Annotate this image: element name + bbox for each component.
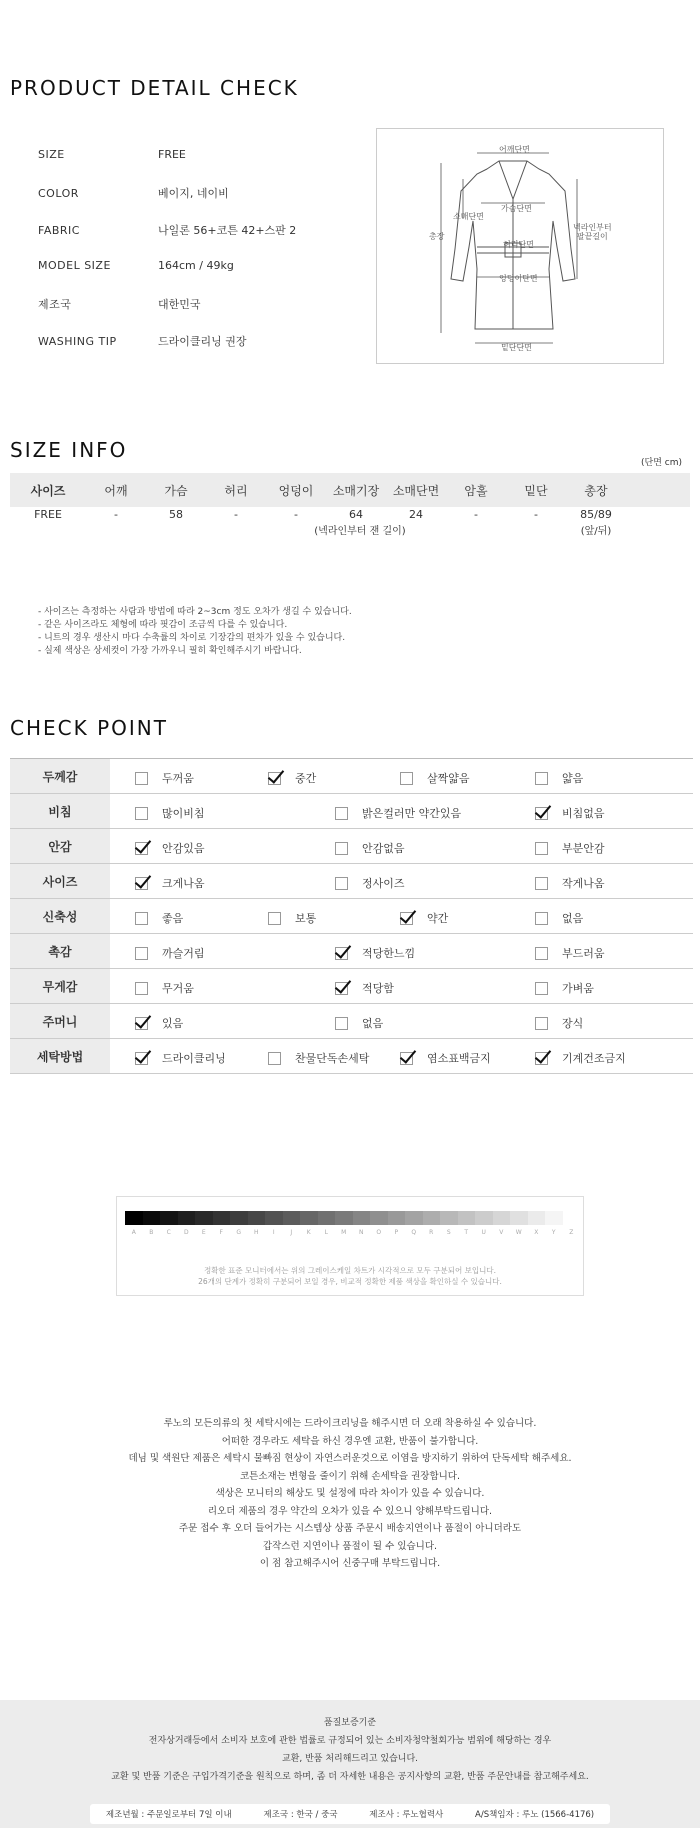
label-length: 총장	[429, 232, 445, 241]
gray-swatch	[230, 1211, 248, 1225]
checkbox-icon	[135, 947, 148, 960]
checkbox-icon	[335, 1017, 348, 1030]
gray-letter: R	[429, 1229, 434, 1236]
gray-letter: J	[290, 1229, 293, 1236]
check-row-lining: 안감	[10, 829, 693, 864]
detail-row-model-size: MODEL SIZE 164cm / 49kg	[38, 259, 234, 272]
check-option-label: 두꺼움	[162, 772, 194, 785]
detail-row-washing: WASHING TIP 드라이클리닝 권장	[38, 335, 247, 348]
checkbox-icon	[135, 982, 148, 995]
checked-checkbox-icon	[135, 842, 148, 855]
gray-letter: I	[272, 1229, 275, 1236]
gray-swatch	[248, 1211, 266, 1225]
check-row-texture: 촉감	[10, 934, 693, 969]
check-option	[268, 910, 316, 926]
gray-swatch	[510, 1211, 528, 1225]
check-option	[335, 1015, 383, 1031]
checked-checkbox-icon	[135, 1017, 148, 1030]
header-size: 사이즈	[30, 483, 66, 498]
gray-letter: F	[219, 1229, 223, 1236]
check-option	[135, 805, 205, 821]
check-option-label: 밝은컬러만 약간있음	[362, 807, 462, 820]
grayscale-bar	[125, 1211, 580, 1225]
gray-swatch	[125, 1211, 143, 1225]
check-row-fit: 사이즈	[10, 864, 693, 899]
gray-swatch	[440, 1211, 458, 1225]
footer-heading: 품질보증기준	[323, 1718, 377, 1728]
gray-swatch	[195, 1211, 213, 1225]
check-option	[535, 945, 605, 961]
gray-letter: T	[464, 1229, 469, 1236]
check-row-weight: 무게감	[10, 969, 693, 1004]
check-option-label: 장식	[562, 1017, 584, 1030]
header-waist: 허리	[224, 483, 248, 498]
gray-letter: Q	[411, 1229, 417, 1236]
detail-row-fabric: FABRIC 나일론 56+코튼 42+스판 2	[38, 224, 297, 237]
check-option	[268, 1050, 369, 1066]
checked-checkbox-icon	[268, 772, 281, 785]
gray-letter: U	[481, 1229, 486, 1236]
check-option	[535, 770, 583, 786]
check-option	[535, 980, 594, 996]
measurement-diagram	[376, 128, 664, 364]
grayscale-note: 정확한 표준 모니터에서는 위의 그레이스케일 차트가 시각적으로 모두 구분되어 보입니다. 26개의 단계가 정확히 구분되어 보일 경우, 비교적 정확한 제품 색상을 확인하실 수 있습니다.	[198, 1266, 502, 1286]
check-option-label: 가벼움	[562, 982, 594, 995]
header-sleeve-width: 소매단면	[392, 483, 440, 498]
checked-checkbox-icon	[535, 807, 548, 820]
cell-chest: 58	[169, 508, 183, 521]
checked-checkbox-icon	[335, 982, 348, 995]
gray-letter: X	[534, 1229, 539, 1236]
check-option	[335, 945, 415, 961]
gray-swatch	[160, 1211, 178, 1225]
manufacture-info	[90, 1804, 610, 1824]
manufacture-date: 제조년월 : 주문일로부터 7일 이내	[105, 1810, 232, 1820]
header-hip: 엉덩이	[278, 483, 314, 498]
check-option-label: 염소표백금지	[427, 1052, 491, 1065]
cell-sleeve-length: 64 (넥라인부터 잰 길이)	[326, 508, 386, 537]
gray-letter: V	[499, 1229, 504, 1236]
gray-swatch	[353, 1211, 371, 1225]
checked-checkbox-icon	[335, 947, 348, 960]
gray-swatch	[475, 1211, 493, 1225]
cell-hip: -	[294, 508, 298, 521]
checked-checkbox-icon	[400, 912, 413, 925]
checkbox-icon	[400, 772, 413, 785]
gray-swatch	[335, 1211, 353, 1225]
check-option-label: 많이비침	[162, 807, 205, 820]
check-option	[135, 980, 194, 996]
check-row-sheerness: 비침	[10, 794, 693, 829]
gray-letter: W	[515, 1229, 522, 1236]
check-option	[135, 945, 205, 961]
check-option-label: 찬물단독손세탁	[295, 1052, 370, 1065]
quality-footer: 품질보증기준 전자상거래등에서 소비자 보호에 관한 법률로 규정되어 있는 소비자청약철회가능 범위에 해당하는 경우 교환, 반품 처리해드리고 있습니다. 교환 및 반품 기준은 구입가격기준을 원칙으로 하며, 좀 더 자세한 내용은 공지사항의 교환, 반품 주문안내를 참고해주세요. 제조년월 : 주문일로부터 7일 이내 제조국 : 한국 / 중국 제조사 : 루노협력사 A/S책임자 : 루노 (1566-4176)	[0, 1700, 700, 1828]
gray-letter: A	[131, 1229, 136, 1236]
manufacturer: 제조사 : 루노협력사	[369, 1810, 444, 1820]
header-sleeve-length: 소매기장	[332, 483, 380, 498]
label-hem: 밑단단면	[501, 343, 532, 352]
checkbox-icon	[535, 842, 548, 855]
label-sleeve: 소매단면	[453, 212, 484, 221]
checkbox-icon	[535, 877, 548, 890]
check-option	[135, 770, 194, 786]
label-shoulder: 어깨단면	[499, 145, 530, 154]
checkbox-icon	[135, 912, 148, 925]
checked-checkbox-icon	[135, 877, 148, 890]
gray-swatch	[143, 1211, 161, 1225]
check-row-washing: 세탁방법	[10, 1039, 693, 1074]
gray-letter: Z	[569, 1229, 574, 1236]
check-option-label: 크게나옴	[162, 877, 205, 890]
gray-letter: E	[201, 1229, 206, 1236]
checkbox-icon	[535, 947, 548, 960]
check-option	[135, 1015, 183, 1031]
grayscale-chart	[116, 1196, 584, 1296]
manufacture-country: 제조국 : 한국 / 중국	[263, 1810, 338, 1820]
check-option-label: 없음	[562, 912, 584, 925]
label-chest: 가슴단면	[501, 204, 532, 213]
check-option	[335, 875, 405, 891]
check-option	[535, 1050, 626, 1066]
checked-checkbox-icon	[535, 1052, 548, 1065]
checkbox-icon	[335, 877, 348, 890]
detail-row-color: COLOR 베이지, 네이비	[38, 187, 229, 200]
gray-swatch	[178, 1211, 196, 1225]
checkbox-icon	[335, 842, 348, 855]
check-option-label: 정사이즈	[362, 877, 405, 890]
checkbox-icon	[535, 1017, 548, 1030]
gray-swatch	[318, 1211, 336, 1225]
check-option-label: 까슬거림	[162, 947, 205, 960]
gray-letter: N	[359, 1229, 364, 1236]
gray-letter: B	[149, 1229, 154, 1236]
check-option	[135, 875, 205, 891]
gray-letter: M	[341, 1229, 347, 1236]
check-option-label: 있음	[162, 1017, 184, 1030]
check-option	[400, 1050, 491, 1066]
check-option	[535, 840, 605, 856]
checkbox-icon	[535, 912, 548, 925]
gray-letter: Y	[551, 1229, 556, 1236]
check-option-label: 보통	[295, 912, 317, 925]
check-option	[535, 1015, 583, 1031]
note-item: - 니트의 경우 생산시 마다 수축률의 차이로 기장감의 편차가 있을 수 있습니다.	[38, 633, 346, 643]
check-option	[335, 980, 394, 996]
check-option	[535, 910, 583, 926]
header-chest: 가슴	[164, 483, 188, 498]
note-item: - 실제 색상은 상세컷이 가장 가까우니 필히 확인해주시기 바랍니다.	[38, 646, 302, 656]
gray-letter: D	[183, 1229, 189, 1236]
check-option	[400, 910, 448, 926]
gray-swatch	[528, 1211, 546, 1225]
header-hem: 밑단	[524, 483, 548, 498]
sleeve-length-note: (넥라인부터 잰 길이)	[314, 526, 406, 537]
total-length-note: (앞/뒤)	[580, 526, 612, 537]
check-point-title: CHECK POINT	[10, 716, 168, 740]
check-option-label: 부분안감	[562, 842, 605, 855]
cell-hem: -	[534, 508, 538, 521]
gray-swatch	[370, 1211, 388, 1225]
grayscale-letters	[125, 1229, 580, 1236]
gray-swatch	[213, 1211, 231, 1225]
cell-armhole: -	[474, 508, 478, 521]
check-option	[135, 910, 183, 926]
check-row-pocket: 주머니	[10, 1004, 693, 1039]
cell-total-length: 85/89 (앞/뒤)	[566, 508, 626, 537]
check-option-label: 살짝얇음	[427, 772, 470, 785]
check-option	[535, 805, 605, 821]
gray-swatch	[405, 1211, 423, 1225]
check-option	[135, 1050, 226, 1066]
header-armhole: 암홀	[464, 483, 488, 498]
check-option-label: 부드러움	[562, 947, 605, 960]
check-option-label: 드라이클리닝	[162, 1052, 226, 1065]
checkbox-icon	[135, 807, 148, 820]
check-option-label: 중간	[295, 772, 317, 785]
header-shoulder: 어깨	[104, 483, 128, 498]
checkbox-icon	[535, 982, 548, 995]
check-row-thickness: 두께감	[10, 759, 693, 794]
gray-letter: S	[446, 1229, 451, 1236]
check-option-label: 안감없음	[362, 842, 405, 855]
gray-letter: O	[376, 1229, 382, 1236]
unit-label: (단면 cm)	[641, 458, 682, 468]
gray-swatch	[458, 1211, 476, 1225]
check-option-label: 작게나옴	[562, 877, 605, 890]
care-notice: 루노의 모든의류의 첫 세탁시에는 드라이크리닝을 해주시면 더 오래 착용하실 수 있습니다. 어떠한 경우라도 세탁을 하신 경우엔 교환, 반품이 불가합니다. 데님 및 색원단 제품은 세탁시 물빠짐 현상이 자연스러운것으로 이염을 방지하기 위하여 단독세탁 해주세요. 코튼소재는 변형을 줄이기 위해 손세탁을 권장합니다. 색상은 모니터의 해상도 및 설정에 따라 차이가 있을 수 있습니다. 리오더 제품의 경우 약간의 오차가 있을 수 있으니 양해부탁드립니다. 주문 접수 후 오더 들어가는 시스템상 상품 주문시 배송지연이나 품절이 아니더라도 갑작스런 지연이나 품절이 될 수 있습니다. 이 점 참고해주시어 신중구매 부탁드립니다.	[128, 1418, 572, 1569]
checkbox-icon	[135, 772, 148, 785]
check-option-label: 무거움	[162, 982, 194, 995]
check-option-label: 좋음	[162, 912, 184, 925]
checkbox-icon	[335, 807, 348, 820]
checked-checkbox-icon	[135, 1052, 148, 1065]
as-contact: A/S책임자 : 루노 (1566-4176)	[475, 1810, 595, 1820]
size-table-row	[10, 508, 690, 537]
label-neck-sleeve: 넥라인부터 팔끝길이	[573, 223, 612, 241]
detail-row-origin: 제조국 대한민국	[38, 298, 201, 311]
check-option	[535, 875, 605, 891]
check-option-label: 없음	[362, 1017, 384, 1030]
cell-size: FREE	[34, 508, 62, 521]
label-hip: 엉덩이단면	[499, 274, 538, 283]
gray-swatch	[265, 1211, 283, 1225]
check-option	[268, 770, 316, 786]
gray-letter: K	[306, 1229, 311, 1236]
checkbox-icon	[535, 772, 548, 785]
check-option-label: 비침없음	[562, 807, 605, 820]
gray-swatch	[423, 1211, 441, 1225]
checked-checkbox-icon	[400, 1052, 413, 1065]
checkbox-icon	[268, 1052, 281, 1065]
cell-waist: -	[234, 508, 238, 521]
check-option	[335, 840, 405, 856]
size-table-header	[10, 473, 690, 507]
gray-letter: P	[394, 1229, 399, 1236]
size-info-title: SIZE INFO	[10, 438, 128, 462]
label-waist: 허리단면	[503, 240, 534, 249]
gray-letter: H	[253, 1229, 259, 1236]
check-option-label: 적당함	[362, 982, 394, 995]
cell-sleeve-width: 24	[409, 508, 423, 521]
check-row-stretch: 신축성	[10, 899, 693, 934]
check-option	[335, 805, 461, 821]
note-item: - 사이즈는 측정하는 사람과 방법에 따라 2~3cm 정도 오차가 생길 수 있습니다.	[38, 607, 352, 617]
check-option-label: 적당한느낌	[362, 947, 416, 960]
gray-letter: G	[236, 1229, 242, 1236]
check-option-label: 안감있음	[162, 842, 205, 855]
gray-swatch	[300, 1211, 318, 1225]
detail-row-size: SIZE FREE	[38, 148, 186, 161]
checkbox-icon	[268, 912, 281, 925]
size-notes	[38, 606, 352, 658]
gray-swatch	[563, 1211, 581, 1225]
check-option	[135, 840, 205, 856]
gray-letter: L	[324, 1229, 328, 1236]
gray-swatch	[493, 1211, 511, 1225]
note-item: - 같은 사이즈라도 체형에 따라 핏감이 조금씩 다를 수 있습니다.	[38, 620, 288, 630]
cell-shoulder: -	[114, 508, 118, 521]
header-total-length: 총장	[584, 483, 608, 498]
gray-letter: C	[166, 1229, 171, 1236]
check-option-label: 기계건조금지	[562, 1052, 626, 1065]
check-option-label: 약간	[427, 912, 449, 925]
check-option-label: 얇음	[562, 772, 584, 785]
gray-swatch	[283, 1211, 301, 1225]
gray-swatch	[545, 1211, 563, 1225]
gray-swatch	[388, 1211, 406, 1225]
product-detail-title: PRODUCT DETAIL CHECK	[10, 76, 299, 100]
check-option	[400, 770, 470, 786]
